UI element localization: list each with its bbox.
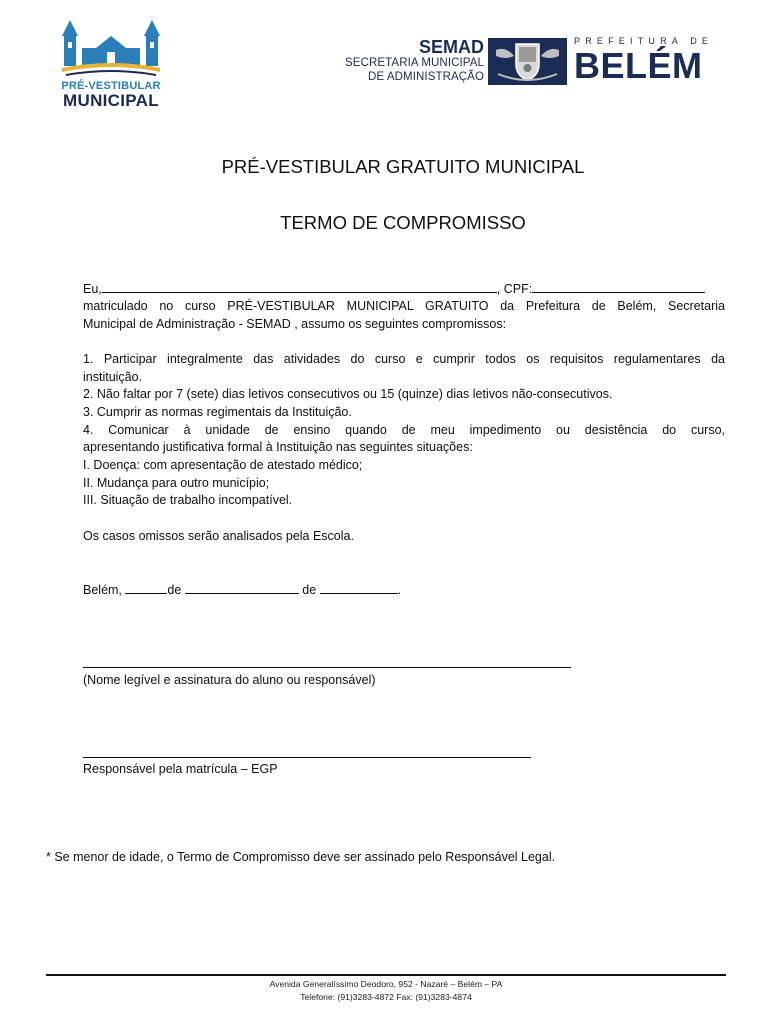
month-blank-field[interactable]	[185, 582, 299, 594]
date-city: Belém,	[83, 583, 122, 597]
semad-line2: DE ADMINISTRAÇÃO	[368, 71, 484, 83]
belem-crest-icon	[488, 38, 567, 85]
date-end: .	[397, 583, 402, 597]
commitment-item-1: 1. Participar integralmente das atividades do curso e cumprir todos os requisitos regulamentares da	[83, 352, 725, 366]
document-subtitle: TERMO DE COMPROMISSO	[280, 212, 526, 233]
year-blank-field[interactable]	[320, 582, 398, 594]
pre-vestibular-logo	[52, 14, 170, 112]
registrar-signature-caption: Responsável pela matrícula – EGP	[83, 762, 278, 776]
document-title: PRÉ-VESTIBULAR GRATUITO MUNICIPAL	[221, 156, 585, 177]
date-de-1: de	[167, 583, 182, 597]
name-blank-field[interactable]	[102, 281, 497, 293]
intro-line-3: Municipal de Administração - SEMAD , assumo os seguintes compromissos:	[83, 317, 507, 331]
case-mudanca: II. Mudança para outro município;	[83, 476, 270, 490]
cpf-label: , CPF:	[496, 282, 533, 296]
case-doenca: I. Doença: com apresentação de atestado médico;	[83, 458, 363, 472]
day-blank-field[interactable]	[125, 582, 167, 594]
prefeitura-belem-logo	[574, 36, 714, 86]
commitment-item-1-cont: instituição.	[83, 370, 143, 384]
identification-line	[83, 281, 725, 299]
logo-text-pre-vestibular: PRÉ-VESTIBULAR	[61, 80, 161, 92]
footer-address: Avenida Generalíssimo Deodoro, 952 - Nazaré – Belém – PA	[269, 979, 503, 989]
registrar-signature-line[interactable]	[83, 757, 531, 758]
student-signature-line[interactable]	[83, 667, 571, 668]
semad-logo	[334, 38, 484, 88]
cathedral-icon	[52, 14, 170, 82]
minor-age-note: * Se menor de idade, o Termo de Compromisso deve ser assinado pelo Responsável Legal.	[46, 850, 556, 864]
commitment-item-3: 3. Cumprir as normas regimentais da Instituição.	[83, 405, 352, 419]
intro-line-2: matriculado no curso PRÉ-VESTIBULAR MUNICIPAL GRATUITO da Prefeitura de Belém, Secretaria	[83, 299, 725, 313]
footer-phone: Telefone: (91)3283-4872 Fax: (91)3283-4874	[300, 992, 472, 1002]
omissos-statement: Os casos omissos serão analisados pela Escola.	[83, 529, 354, 543]
semad-name: SEMAD	[418, 37, 484, 57]
semad-line1: SECRETARIA MUNICIPAL	[345, 57, 484, 69]
commitment-item-4-cont: apresentando justificativa formal à Instituição nas seguintes situações:	[83, 440, 473, 454]
case-trabalho: III. Situação de trabalho incompatível.	[83, 493, 293, 507]
commitment-item-4: 4. Comunicar à unidade de ensino quando de meu impedimento ou desistência do curso,	[83, 423, 725, 437]
footer-divider	[46, 974, 726, 976]
date-de-2: de	[302, 583, 317, 597]
cpf-blank-field[interactable]	[532, 281, 705, 293]
student-signature-caption: (Nome legível e assinatura do aluno ou responsável)	[83, 673, 376, 687]
logo-text-municipal: MUNICIPAL	[63, 91, 159, 110]
date-line	[83, 582, 725, 600]
prefeitura-de-label: PREFEITURA DE	[574, 36, 714, 46]
belem-wordmark: BELÉM	[574, 45, 703, 86]
commitment-item-2: 2. Não faltar por 7 (sete) dias letivos consecutivos ou 15 (quinze) dias letivos não-consecutivos.	[83, 387, 613, 401]
eu-label: Eu,	[83, 282, 102, 296]
